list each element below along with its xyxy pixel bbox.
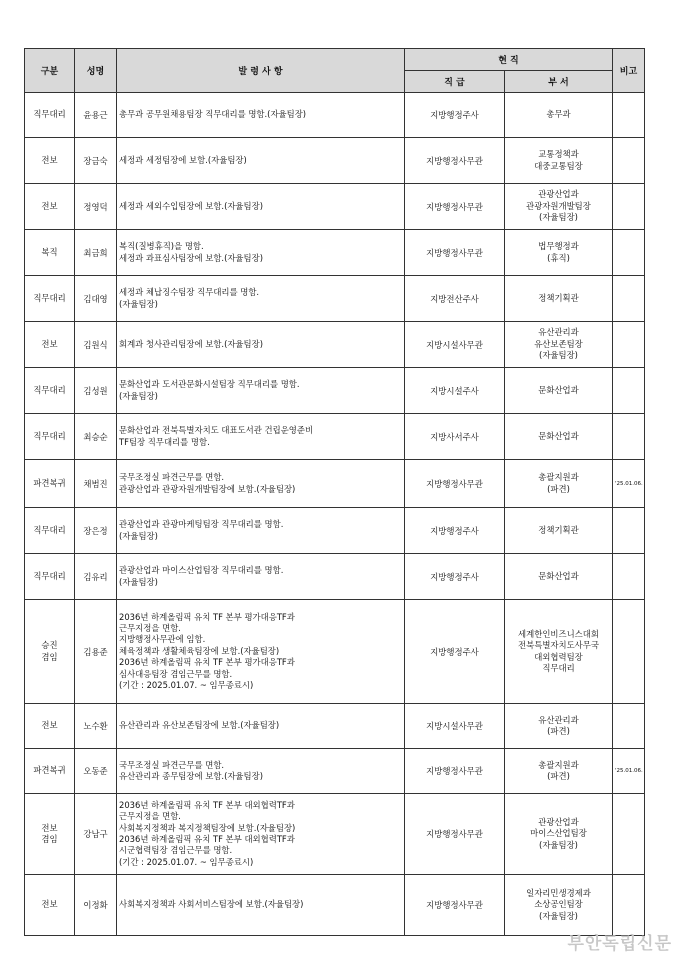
dept-line: 교통정책과 bbox=[538, 149, 579, 160]
cell-name: 김원식 bbox=[75, 322, 117, 368]
dept-line: (파견) bbox=[547, 726, 570, 736]
header-order: 발 령 사 항 bbox=[117, 49, 405, 93]
cell-grade: 지방행정사무관 bbox=[405, 184, 505, 230]
table-row bbox=[25, 322, 645, 368]
cell-name: 이정화 bbox=[75, 875, 117, 936]
order-line: 세정과 체납징수팀장 직무대리를 명함. bbox=[119, 287, 260, 298]
table-row bbox=[25, 794, 645, 875]
dept-line: 문화산업과 bbox=[538, 570, 579, 581]
dept-line: 총괄지원과 bbox=[538, 759, 579, 770]
cell-order bbox=[117, 322, 405, 368]
cell-dept bbox=[505, 600, 613, 704]
order-line: 복직(질병휴직)을 명함. bbox=[119, 241, 204, 252]
dept-line: 소상공인팀장 bbox=[534, 899, 583, 910]
order-line: 사회복지정책과 사회서비스팀장에 보함.(자율팀장) bbox=[119, 899, 304, 910]
cell-order bbox=[117, 414, 405, 460]
cell-name: 김성원 bbox=[75, 368, 117, 414]
cell-category bbox=[25, 414, 75, 460]
order-line: 국무조정실 파견근무를 면함. bbox=[119, 472, 225, 483]
cell-note: '25.01.06. bbox=[613, 749, 645, 794]
table-row bbox=[25, 230, 645, 276]
dept-line: 대외협력팀장 bbox=[534, 651, 583, 662]
dept-line: 정책기획관 bbox=[538, 524, 579, 535]
category-line: 전보 bbox=[41, 200, 58, 211]
cell-name: 오동준 bbox=[75, 749, 117, 794]
cell-dept bbox=[505, 704, 613, 749]
cell-category bbox=[25, 368, 75, 414]
dept-line: (자율팀장) bbox=[539, 350, 578, 361]
dept-line: 대중교통팀장 bbox=[534, 160, 583, 171]
cell-order bbox=[117, 704, 405, 749]
order-line: 세정과 세외수입팀장에 보함.(자율팀장) bbox=[119, 200, 263, 211]
cell-grade: 지방행정주사 bbox=[405, 554, 505, 600]
table-row bbox=[25, 875, 645, 936]
order-line: 회계과 청사관리팀장에 보함.(자율팀장) bbox=[119, 338, 263, 349]
table-row bbox=[25, 93, 645, 138]
cell-name: 윤용근 bbox=[75, 93, 117, 138]
category-line: 복직 bbox=[41, 246, 58, 257]
cell-name: 김대영 bbox=[75, 276, 117, 322]
cell-category bbox=[25, 93, 75, 138]
cell-note bbox=[613, 322, 645, 368]
cell-order bbox=[117, 600, 405, 704]
order-line: (기간 : 2025.01.07. ~ 임무종료시) bbox=[119, 856, 254, 867]
cell-order bbox=[117, 276, 405, 322]
dept-line: 전북특별자치도사무국 bbox=[518, 640, 599, 651]
order-line: 국무조정실 파견근무를 면함. bbox=[119, 759, 225, 770]
table-row bbox=[25, 184, 645, 230]
cell-note bbox=[613, 704, 645, 749]
cell-grade: 지방행정사무관 bbox=[405, 794, 505, 875]
cell-note bbox=[613, 230, 645, 276]
cell-grade: 지방행정주사 bbox=[405, 93, 505, 138]
order-line: 유산관리과 종무팀장에 보함.(자율팀장) bbox=[119, 771, 263, 781]
dept-line: 총무과 bbox=[546, 109, 571, 120]
cell-category bbox=[25, 184, 75, 230]
dept-line: 문화산업과 bbox=[538, 430, 579, 441]
cell-note bbox=[613, 794, 645, 875]
order-line: 2036년 하계올림픽 유치 TF 본부 평가대응TF과 bbox=[119, 611, 295, 622]
dept-line: 유산보존팀장 bbox=[534, 338, 583, 349]
order-line: 문화산업과 도서관문화시설팀장 직무대리를 명함. bbox=[119, 379, 300, 390]
dept-line: 법무행정과 bbox=[538, 241, 579, 252]
header-category: 구분 bbox=[25, 49, 75, 93]
cell-grade: 지방행정사무관 bbox=[405, 138, 505, 184]
cell-note bbox=[613, 414, 645, 460]
cell-note bbox=[613, 138, 645, 184]
cell-name: 장금숙 bbox=[75, 138, 117, 184]
dept-line: 유산관리과 bbox=[538, 327, 579, 338]
cell-dept bbox=[505, 184, 613, 230]
dept-line: 일자리민생경제과 bbox=[526, 887, 591, 898]
category-line: 직무대리 bbox=[33, 384, 66, 395]
category-line: 승진 bbox=[41, 640, 58, 651]
cell-category bbox=[25, 508, 75, 554]
cell-order bbox=[117, 508, 405, 554]
cell-note bbox=[613, 184, 645, 230]
header-note: 비고 bbox=[613, 49, 645, 93]
category-line: 직무대리 bbox=[33, 570, 66, 581]
table-row bbox=[25, 749, 645, 794]
category-line: 겸임 bbox=[41, 651, 58, 662]
cell-dept bbox=[505, 230, 613, 276]
cell-name: 정영덕 bbox=[75, 184, 117, 230]
cell-dept bbox=[505, 276, 613, 322]
category-line: 파견복귀 bbox=[33, 765, 66, 776]
table-row bbox=[25, 414, 645, 460]
order-line: 2036년 하계올림픽 유치 TF 본부 대외협력TF과 bbox=[119, 799, 295, 810]
cell-grade: 지방시설사무관 bbox=[405, 704, 505, 749]
dept-line: 관광산업과 bbox=[538, 816, 579, 827]
cell-note bbox=[613, 508, 645, 554]
order-line: 세정과 세정팀장에 보함.(자율팀장) bbox=[119, 154, 247, 165]
order-line: 시군협력팀장 겸임근무를 명함. bbox=[119, 845, 233, 856]
order-line: 근무지정을 면함. bbox=[119, 811, 181, 822]
cell-grade: 지방시설사무관 bbox=[405, 322, 505, 368]
dept-line: 정책기획관 bbox=[538, 292, 579, 303]
category-line: 겸임 bbox=[41, 834, 58, 844]
table-row bbox=[25, 600, 645, 704]
order-line: 사회복지정책과 복지정책팀장에 보함.(자율팀장) bbox=[119, 822, 296, 833]
cell-order bbox=[117, 184, 405, 230]
dept-line: 관광산업과 bbox=[538, 189, 579, 200]
order-line: 2036년 하계올림픽 유치 TF 본부 대외협력TF과 bbox=[119, 834, 295, 844]
cell-name: 강남구 bbox=[75, 794, 117, 875]
dept-line: (파견) bbox=[547, 483, 570, 494]
header-grade: 직 급 bbox=[405, 71, 505, 93]
dept-line: 관광자원개발팀장 bbox=[526, 200, 591, 211]
cell-dept bbox=[505, 749, 613, 794]
personnel-table bbox=[24, 48, 645, 936]
cell-dept bbox=[505, 414, 613, 460]
cell-note: '25.01.06. bbox=[613, 460, 645, 508]
cell-dept bbox=[505, 368, 613, 414]
cell-order bbox=[117, 230, 405, 276]
table-row bbox=[25, 554, 645, 600]
order-line: (자율팀장) bbox=[119, 298, 158, 309]
cell-order bbox=[117, 875, 405, 936]
category-line: 전보 bbox=[41, 720, 58, 731]
category-line: 전보 bbox=[41, 899, 58, 910]
order-line: 근무지정을 면함. bbox=[119, 623, 181, 634]
cell-category bbox=[25, 322, 75, 368]
cell-order bbox=[117, 93, 405, 138]
cell-order bbox=[117, 749, 405, 794]
header-current: 현 직 bbox=[405, 49, 613, 71]
cell-name: 최금희 bbox=[75, 230, 117, 276]
cell-name: 김용준 bbox=[75, 600, 117, 704]
cell-name: 김유리 bbox=[75, 554, 117, 600]
order-line: 유산관리과 유산보존팀장에 보함.(자율팀장) bbox=[119, 720, 280, 731]
cell-order bbox=[117, 794, 405, 875]
cell-category bbox=[25, 794, 75, 875]
cell-category bbox=[25, 138, 75, 184]
header-name: 성명 bbox=[75, 49, 117, 93]
cell-grade: 지방행정사무관 bbox=[405, 749, 505, 794]
cell-name: 노수환 bbox=[75, 704, 117, 749]
cell-grade: 지방행정사무관 bbox=[405, 230, 505, 276]
order-line: 2036년 하계올림픽 유치 TF 본부 평가대응TF과 bbox=[119, 657, 295, 668]
cell-dept bbox=[505, 460, 613, 508]
cell-category bbox=[25, 749, 75, 794]
cell-note bbox=[613, 276, 645, 322]
order-line: 문화산업과 전북특별자치도 대표도서관 건립운영준비 bbox=[119, 425, 314, 436]
cell-order bbox=[117, 554, 405, 600]
table-body bbox=[25, 93, 645, 936]
cell-name: 채범진 bbox=[75, 460, 117, 508]
cell-grade: 지방행정사무관 bbox=[405, 875, 505, 936]
cell-category bbox=[25, 230, 75, 276]
cell-grade: 지방행정주사 bbox=[405, 600, 505, 704]
cell-dept bbox=[505, 93, 613, 138]
cell-order bbox=[117, 138, 405, 184]
dept-line: (자율팀장) bbox=[539, 910, 578, 921]
cell-dept bbox=[505, 322, 613, 368]
cell-dept bbox=[505, 794, 613, 875]
order-line: (자율팀장) bbox=[119, 390, 158, 401]
order-line: 심사대응팀장 겸임근무를 명함. bbox=[119, 668, 233, 679]
watermark: 부안독립신문 bbox=[567, 934, 672, 954]
cell-grade: 지방행정사무관 bbox=[405, 460, 505, 508]
dept-line: 문화산업과 bbox=[538, 384, 579, 395]
cell-category bbox=[25, 704, 75, 749]
cell-category bbox=[25, 460, 75, 508]
cell-note bbox=[613, 554, 645, 600]
order-line: (자율팀장) bbox=[119, 576, 158, 587]
cell-grade: 지방전산주사 bbox=[405, 276, 505, 322]
dept-line: (휴직) bbox=[547, 252, 570, 263]
order-line: 관광산업과 관광마케팅팀장 직무대리를 명함. bbox=[119, 519, 284, 530]
order-line: 관광산업과 관광자원개발팀장에 보함.(자율팀장) bbox=[119, 483, 296, 494]
cell-dept bbox=[505, 508, 613, 554]
category-line: 직무대리 bbox=[33, 524, 66, 535]
cell-order bbox=[117, 460, 405, 508]
cell-category bbox=[25, 554, 75, 600]
dept-line: 총괄지원과 bbox=[538, 472, 579, 483]
order-line: 지방행정사무관에 임함. bbox=[119, 634, 206, 645]
cell-note bbox=[613, 875, 645, 936]
cell-grade: 지방행정주사 bbox=[405, 508, 505, 554]
order-line: (자율팀장) bbox=[119, 530, 158, 541]
table-row bbox=[25, 460, 645, 508]
header-dept: 부 서 bbox=[505, 71, 613, 93]
order-line: 총무과 공무원채용팀장 직무대리를 명함.(자율팀장) bbox=[119, 109, 307, 120]
dept-line: (자율팀장) bbox=[539, 839, 578, 850]
dept-line: 유산관리과 bbox=[538, 714, 579, 725]
table-row bbox=[25, 508, 645, 554]
category-line: 전보 bbox=[41, 338, 58, 349]
category-line: 직무대리 bbox=[33, 109, 66, 120]
order-line: (기간 : 2025.01.07. ~ 임무종료시) bbox=[119, 679, 254, 690]
cell-category bbox=[25, 875, 75, 936]
dept-line: (자율팀장) bbox=[539, 212, 578, 223]
table-row bbox=[25, 368, 645, 414]
dept-line: 세계한인비즈니스대회 bbox=[518, 628, 599, 639]
category-line: 직무대리 bbox=[33, 292, 66, 303]
cell-grade: 지방사서주사 bbox=[405, 414, 505, 460]
table-row bbox=[25, 276, 645, 322]
cell-name: 장은정 bbox=[75, 508, 117, 554]
cell-category bbox=[25, 276, 75, 322]
cell-dept bbox=[505, 138, 613, 184]
cell-order bbox=[117, 368, 405, 414]
table-row bbox=[25, 138, 645, 184]
category-line: 직무대리 bbox=[33, 430, 66, 441]
cell-dept bbox=[505, 554, 613, 600]
cell-category bbox=[25, 600, 75, 704]
table-row bbox=[25, 704, 645, 749]
dept-line: 마이스산업팀장 bbox=[530, 828, 587, 839]
order-line: 관광산업과 마이스산업팀장 직무대리를 명함. bbox=[119, 565, 284, 576]
cell-dept bbox=[505, 875, 613, 936]
cell-note bbox=[613, 93, 645, 138]
cell-name: 최승순 bbox=[75, 414, 117, 460]
category-line: 파견복귀 bbox=[33, 477, 66, 488]
cell-note bbox=[613, 368, 645, 414]
order-line: 체육정책과 생활체육팀장에 보함.(자율팀장) bbox=[119, 645, 280, 656]
order-line: 세정과 과표심사팀장에 보함.(자율팀장) bbox=[119, 252, 263, 263]
cell-note bbox=[613, 600, 645, 704]
cell-grade: 지방시설주사 bbox=[405, 368, 505, 414]
category-line: 전보 bbox=[41, 822, 58, 833]
order-line: TF팀장 직무대리를 명함. bbox=[119, 436, 210, 447]
dept-line: (파견) bbox=[547, 771, 570, 781]
category-line: 전보 bbox=[41, 154, 58, 165]
dept-line: 직무대리 bbox=[542, 662, 575, 673]
